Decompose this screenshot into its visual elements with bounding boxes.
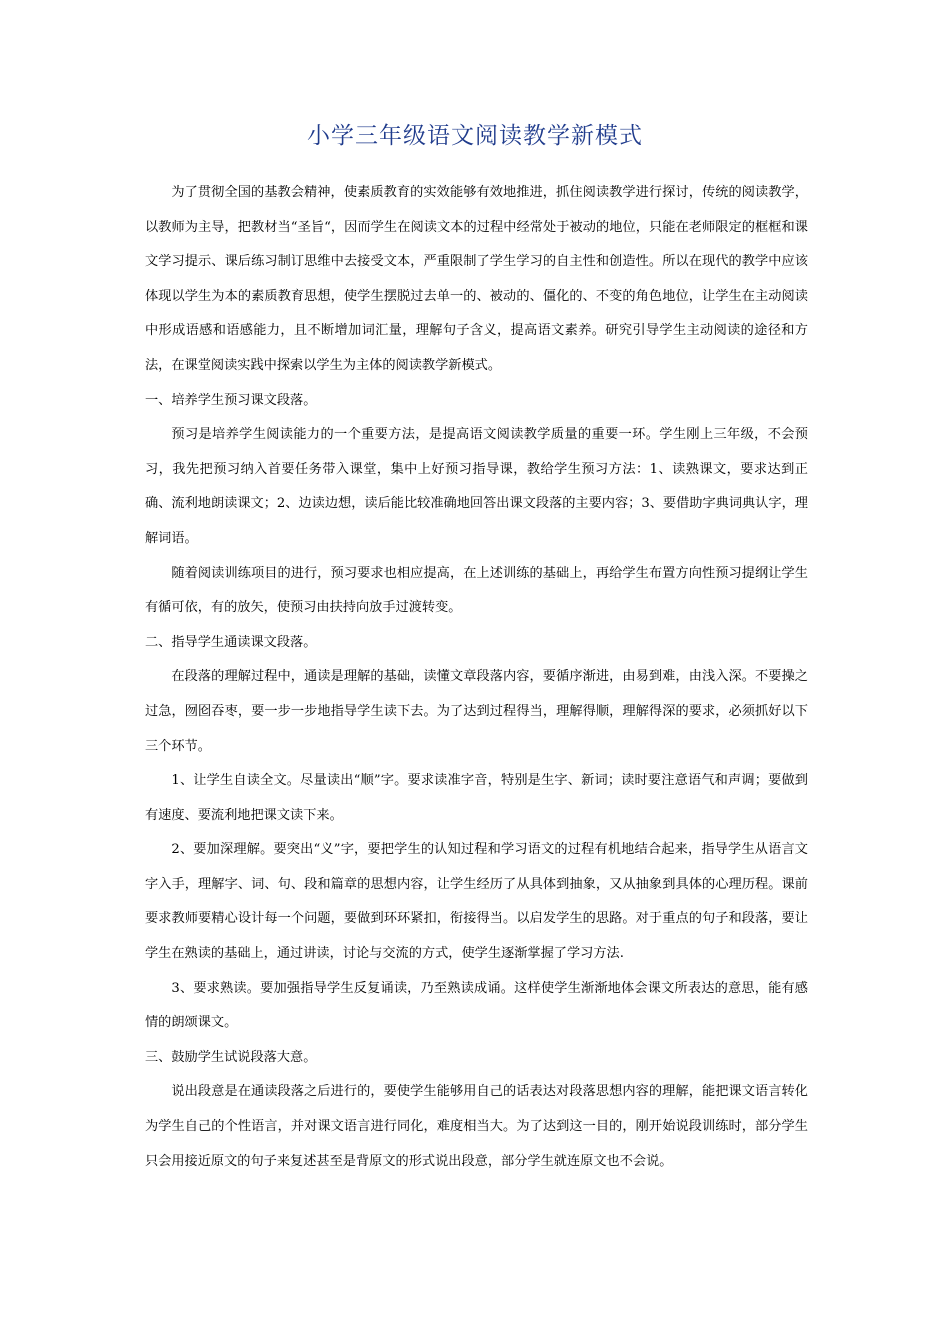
paragraph-step-1: 1、让学生自读全文。尽量读出“顺”字。要求读准字音，特别是生字、新词；读时要注意语气和声调；要做到有速度、要流利地把课文读下来。 <box>145 773 808 823</box>
section-heading-3: 三、鼓励学生试说段落大意。 <box>145 1049 317 1065</box>
paragraph-step-3: 3、要求熟读。要加强指导学生反复诵读，乃至熟读成诵。这样使学生渐渐地体会课文所表达的意思，能有感情的朗颂课文。 <box>145 980 808 1031</box>
document-body <box>145 176 808 1179</box>
paragraph-intro: 为了贯彻全国的基教会精神，使素质教育的实效能够有效地推进，抓住阅读教学进行探讨，传统的阅读教学，以教师为主导，把教材当“圣旨“，因而学生在阅读文本的过程中经常处于被动的地位，只能在老师限定的框框和课文学习提示、课后练习制订思维中去接受文本，严重限制了学生学习的自主性和创造性。所以在现代的教学中应该体现以学生为本的素质教育思想，使学生摆脱过去单一的、被动的、僵化的、不变的角色地位，让学生在主动阅读中形成语感和语感能力，且不断增加词汇量，理解句子含义，提高语文素养。研究引导学生主动阅读的途径和方法，在课堂阅读实践中探索以学生为主体的阅读教学新模式。 <box>145 185 808 373</box>
document-title: 小学三年级语文阅读教学新模式 <box>307 123 643 149</box>
section-heading-2: 二、指导学生通读课文段落。 <box>145 634 317 650</box>
paragraph-main-idea: 说出段意是在通读段落之后进行的，要使学生能够用自己的话表达对段落思想内容的理解，能把课文语言转化为学生自己的个性语言，并对课文语言进行同化，难度相当大。为了达到这一目的，刚开始说段训练时，部分学生只会用接近原文的句子来复述甚至是背原文的形式说出段意，部分学生就连原文也不会说。 <box>145 1084 808 1169</box>
paragraph-preview-method: 预习是培养学生阅读能力的一个重要方法，是提高语文阅读教学质量的重要一环。学生刚上三年级，不会预习，我先把预习纳入首要任务带入课堂，集中上好预习指导课，教给学生预习方法：1、读熟课文，要求达到正确、流利地朗读课文；2、边读边想，读后能比较准确地回答出课文段落的主要内容；3、要借助字典词典认字，理解词语。 <box>145 427 808 546</box>
paragraph-reading-basis: 在段落的理解过程中，通读是理解的基础，读懂文章段落内容，要循序渐进，由易到难，由浅入深。不要操之过急，囫囵吞枣，要一步一步地指导学生读下去。为了达到过程得当，理解得顺，理解得深的要求，必须抓好以下三个环节。 <box>145 669 808 754</box>
paragraph-preview-progress: 随着阅读训练项目的进行，预习要求也相应提高，在上述训练的基础上，再给学生布置方向性预习提纲让学生有循可依，有的放矢，使预习由扶持向放手过渡转变。 <box>145 565 808 616</box>
section-heading-1: 一、培养学生预习课文段落。 <box>145 392 317 408</box>
paragraph-step-2: 2、要加深理解。要突出“义”字，要把学生的认知过程和学习语文的过程有机地结合起来，指导学生从语言文字入手，理解字、词、句、段和篇章的思想内容，让学生经历了从具体到抽象，又从抽象到具体的心理历程。课前要求教师要精心设计每一个问题，要做到环环紧扣，衔接得当。以启发学生的思路。对于重点的句子和段落，要让学生在熟读的基础上，通过讲读，讨论与交流的方式，使学生逐渐掌握了学习方法. <box>145 842 808 962</box>
